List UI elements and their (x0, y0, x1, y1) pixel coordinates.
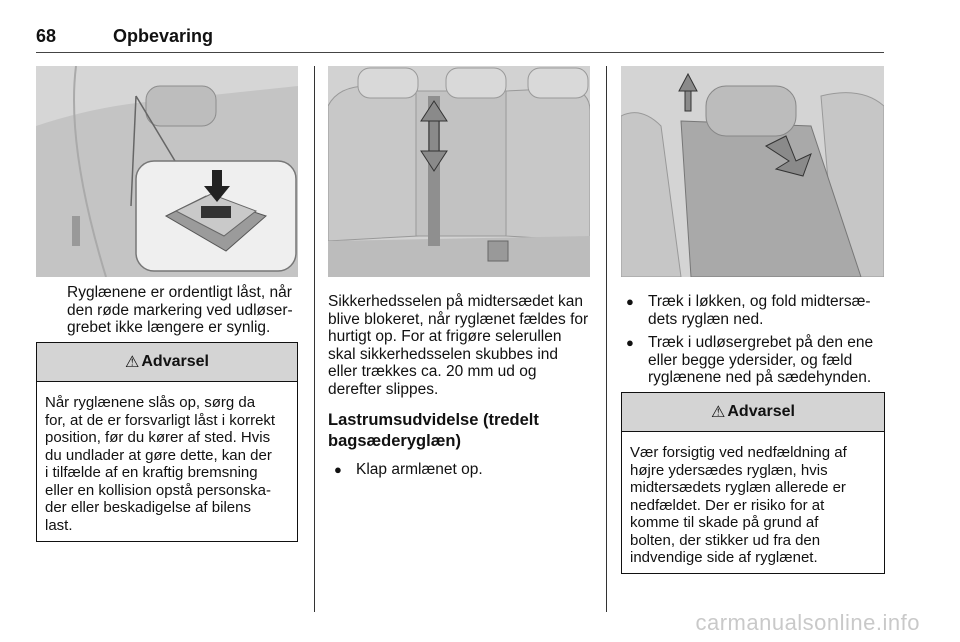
warning-title-2: Advarsel (727, 403, 795, 420)
page-title: Opbevaring (113, 26, 214, 46)
warning-title-1: Advarsel (141, 353, 209, 370)
warning-header-1 (37, 343, 297, 382)
warning-text-1: Når ryglænene slås op, sørg da for, at de er forsvarligt låst i korrekt position, før du kører af sted. Hvis du undlader at gøre dette, kan der i tilfælde af en kraftig bremsning eller en kollision opstå personska- der eller beskadigelse af bilens last. (45, 394, 276, 534)
watermark: carmanualsonline.info (695, 610, 920, 635)
page-header (36, 22, 884, 53)
illustration-seatbelt (328, 66, 590, 277)
caption-seat-lock: Ryglænene er ordentligt låst, når den røde markering ved udløser- grebet ikke længere er synlig. (67, 284, 293, 336)
page-number: 68 (36, 26, 57, 46)
section-heading: Lastrumsudvidelse (tredelt bagsæderyglæn) (328, 411, 539, 450)
bullet-fold-middle: ● Træk i løkken, og fold midtersæ- dets ryglæn ned. (626, 293, 871, 328)
warning-triangle-icon: ⚠ (711, 404, 726, 421)
illustration-fold-seat (621, 66, 884, 277)
warning-box-1 (36, 342, 298, 542)
warning-box-2 (621, 392, 885, 574)
column-divider-1 (314, 66, 315, 612)
warning-header-2 (622, 393, 884, 432)
bullet-dot: ● (626, 294, 634, 309)
column-divider-2 (606, 66, 607, 612)
bullet-dot: ● (626, 335, 634, 350)
warning-text-2: Vær forsigtig ved nedfældning af højre ydersædes ryglæn, hvis midtersædets ryglæn allerede er nedfældet. Der er risiko for at komme til skade på grund af bolten, der stikker ud fra den indvendige side af ryglænet. (630, 444, 847, 566)
bullet-dot: ● (334, 462, 342, 477)
illustration-seat-lock (36, 66, 298, 277)
bullet-fold-outer: ● Træk i udløsergrebet på den ene eller begge ydersider, og fæld ryglænene ned på sædehynden. (626, 334, 874, 386)
warning-triangle-icon: ⚠ (125, 354, 140, 371)
bullet-armrest: ● Klap armlænet op. (334, 461, 483, 478)
seatbelt-paragraph: Sikkerhedsselen på midtersædet kan blive blokeret, når ryglænet fældes for hurtigt op. For at frigøre selerullen skal sikkerhedsselen skubbes ind eller trækkes ca. 20 mm ud og derefter slippes. (328, 293, 589, 398)
